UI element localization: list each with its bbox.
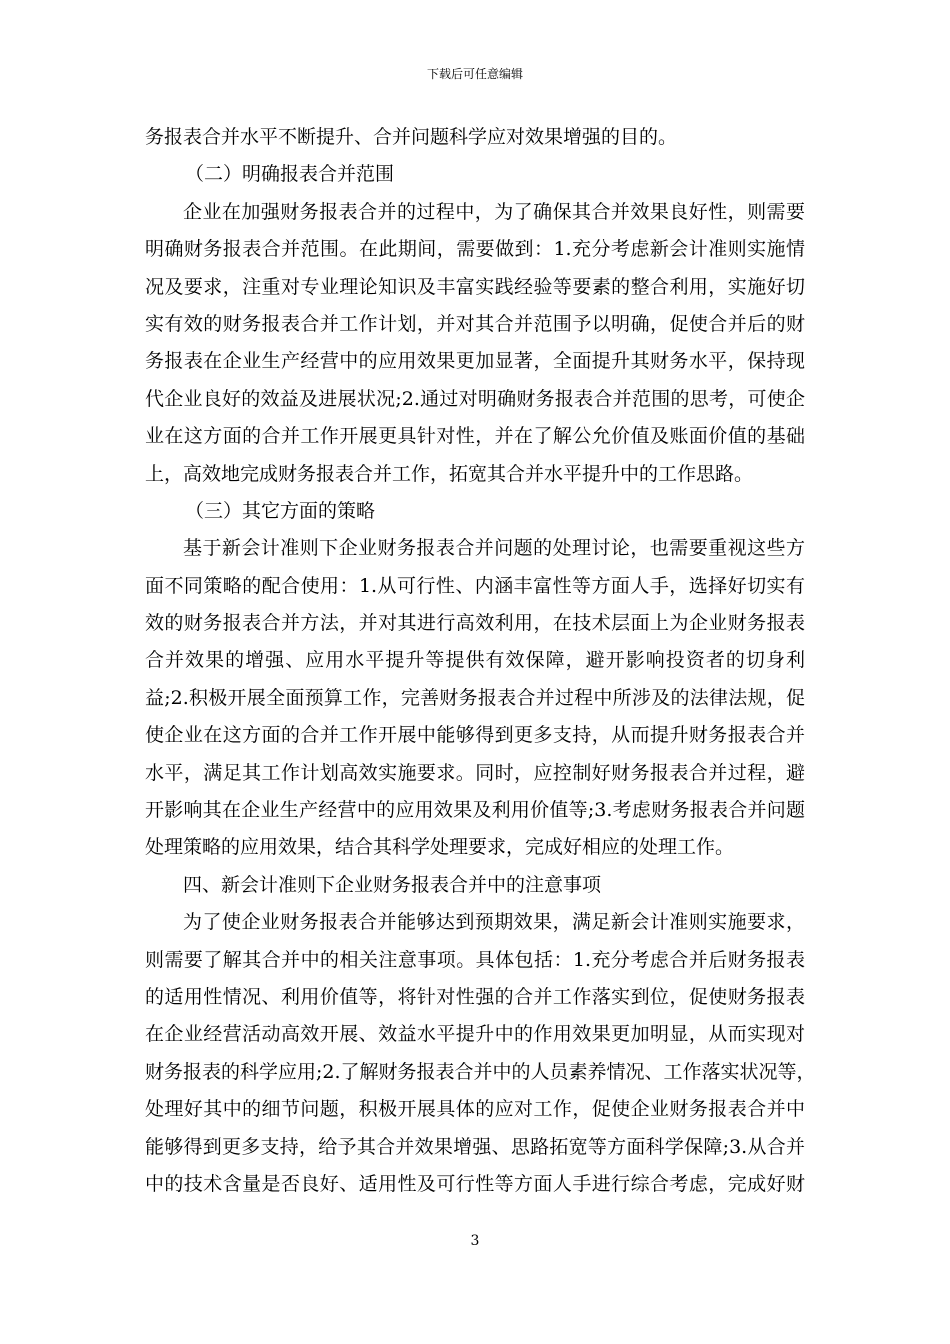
text-line: 务报表在企业生产经营中的应用效果更加显著，全面提升其财务水平，保持现 <box>145 350 805 373</box>
text-line: 的适用性情况、利用价值等，将针对性强的合并工作落实到位，促使财务报表 <box>145 985 805 1008</box>
text-line: 基于新会计准则下企业财务报表合并问题的处理讨论，也需要重视这些方 <box>183 537 805 560</box>
text-line: 则需要了解其合并中的相关注意事项。具体包括：1.充分考虑合并后财务报表 <box>145 948 805 971</box>
document-body <box>145 119 816 1203</box>
text-line: 况及要求，注重对专业理论知识及丰富实践经验等要素的整合利用，实施好切 <box>145 275 805 298</box>
text-line: 水平，满足其工作计划高效实施要求。同时，应控制好财务报表合并过程，避 <box>145 761 805 784</box>
text-line: 在企业经营活动高效开展、效益水平提升中的作用效果更加明显，从而实现对 <box>145 1023 805 1046</box>
text-line: 为了使企业财务报表合并能够达到预期效果，满足新会计准则实施要求， <box>183 911 805 934</box>
text-line: 中的技术含量是否良好、适用性及可行性等方面人手进行综合考虑，完成好财 <box>145 1172 805 1195</box>
text-line: 企业在加强财务报表合并的过程中，为了确保其合并效果良好性，则需要 <box>183 200 805 223</box>
page-header: 下载后可任意编辑 <box>426 67 523 81</box>
text-line: 处理策略的应用效果，结合其科学处理要求，完成好相应的处理工作。 <box>145 836 735 859</box>
text-line: 务报表合并水平不断提升、合并问题科学应对效果增强的目的。 <box>145 126 678 148</box>
text-line: 上，高效地完成财务报表合并工作，拓宽其合并水平提升中的工作思路。 <box>145 462 754 485</box>
section-heading: （二）明确报表合并范围 <box>185 163 395 186</box>
text-line: 明确财务报表合并范围。在此期间，需要做到：1.充分考虑新会计准则实施情 <box>145 238 805 261</box>
text-line: 面不同策略的配合使用：1.从可行性、内涵丰富性等方面人手，选择好切实有 <box>145 574 805 597</box>
text-line: 开影响其在企业生产经营中的应用效果及利用价值等;3.考虑财务报表合并问题 <box>145 799 805 822</box>
text-line: 处理好其中的细节问题，积极开展具体的应对工作，促使企业财务报表合并中 <box>145 1098 805 1121</box>
text-line: 合并效果的增强、应用水平提升等提供有效保障，避开影响投资者的切身利 <box>145 649 805 672</box>
text-line: 四、新会计准则下企业财务报表合并中的注意事项 <box>183 873 602 896</box>
page-number: 3 <box>470 1233 480 1249</box>
text-line: 效的财务报表合并方法，并对其进行高效利用，在技术层面上为企业财务报表 <box>145 612 805 635</box>
text-line: 业在这方面的合并工作开展更具针对性，并在了解公允价值及账面价值的基础 <box>145 425 805 448</box>
text-line: 代企业良好的效益及进展状况;2.通过对明确财务报表合并范围的思考，可使企 <box>145 387 805 410</box>
text-line: 财务报表的科学应用;2.了解财务报表合并中的人员素养情况、工作落实状况等， <box>145 1060 816 1083</box>
text-line: 益;2.积极开展全面预算工作，完善财务报表合并过程中所涉及的法律法规，促 <box>145 686 805 709</box>
section-heading: （三）其它方面的策略 <box>185 499 376 522</box>
text-line: 使企业在这方面的合并工作开展中能够得到更多支持，从而提升财务报表合并 <box>145 724 805 747</box>
text-line: 实有效的财务报表合并工作计划，并对其合并范围予以明确，促使合并后的财 <box>145 312 805 335</box>
text-line: 能够得到更多支持，给予其合并效果增强、思路拓宽等方面科学保障;3.从合并 <box>145 1135 805 1158</box>
